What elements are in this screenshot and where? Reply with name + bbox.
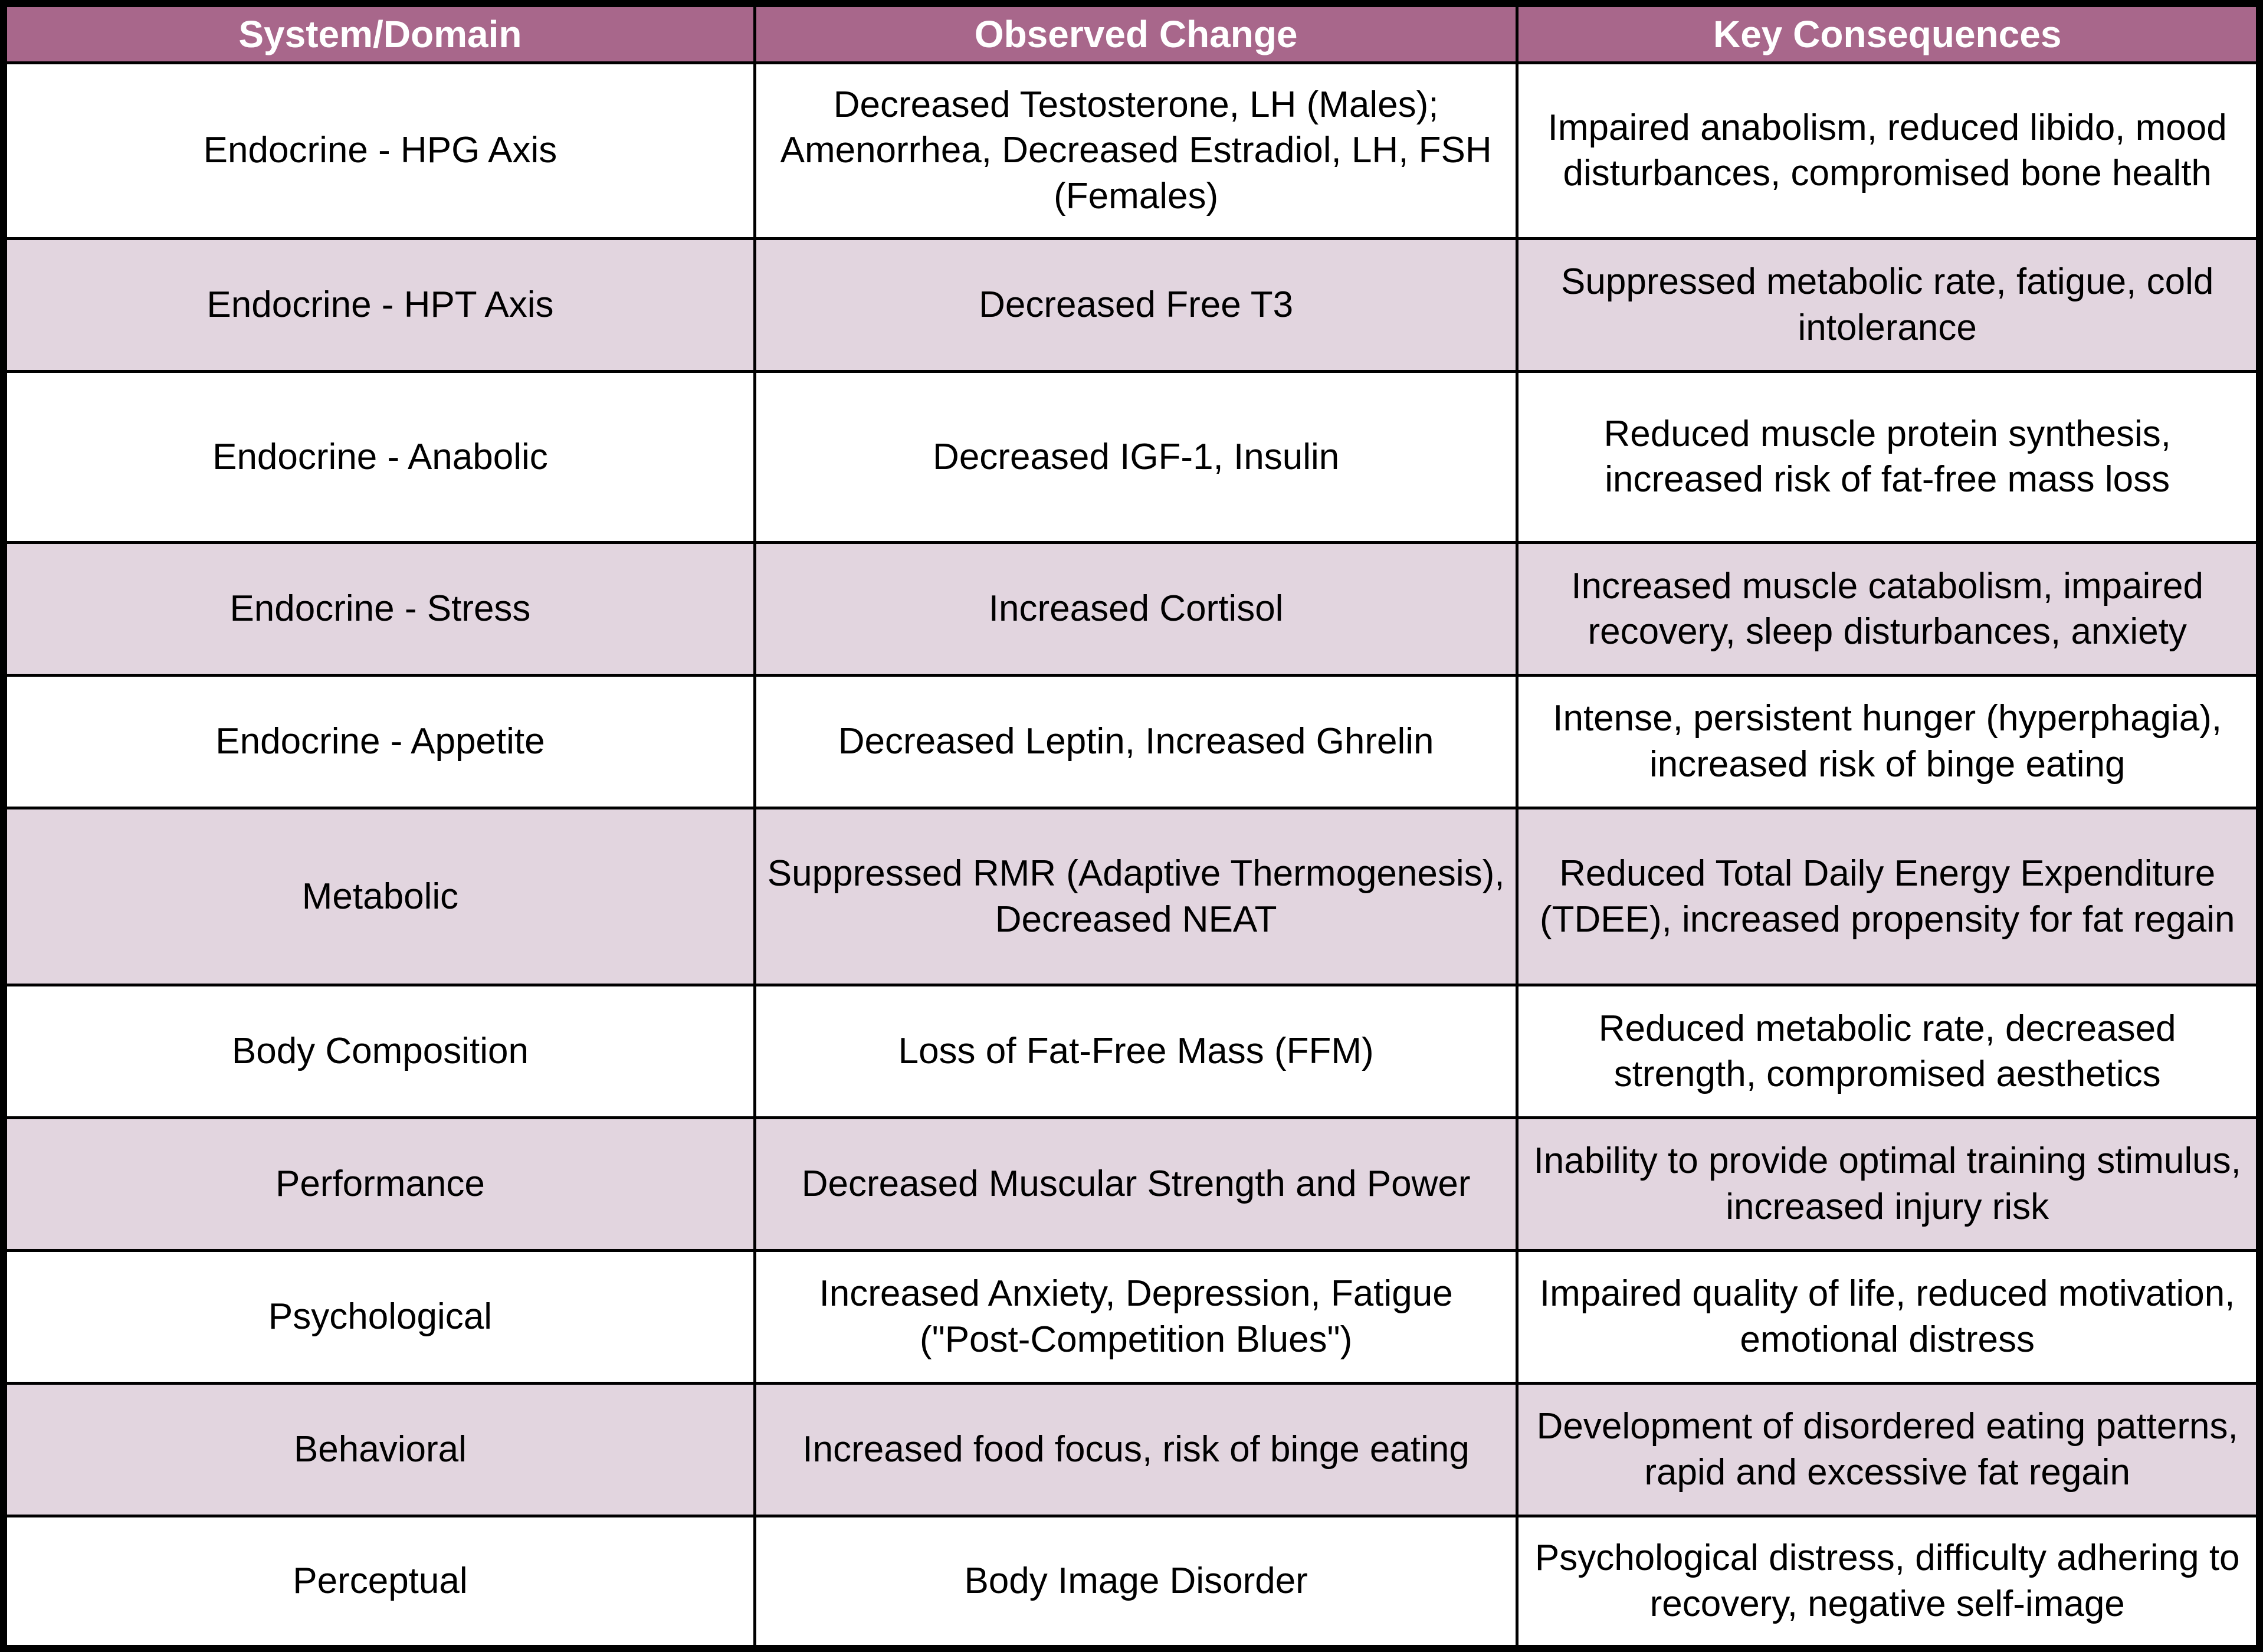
cell-observed-change: Decreased Free T3 — [755, 238, 1517, 371]
cell-system-domain: Psychological — [4, 1250, 755, 1383]
cell-system-domain: Endocrine - Anabolic — [4, 371, 755, 542]
table-row — [4, 371, 2259, 542]
table-row — [4, 808, 2259, 985]
cell-key-consequences: Reduced metabolic rate, decreased strength, compromised aesthetics — [1517, 985, 2259, 1118]
table-row — [4, 1250, 2259, 1383]
table-header — [4, 4, 2259, 63]
cell-system-domain: Endocrine - HPT Axis — [4, 238, 755, 371]
column-header-observed-change: Observed Change — [755, 4, 1517, 63]
cell-key-consequences: Impaired quality of life, reduced motivation, emotional distress — [1517, 1250, 2259, 1383]
cell-key-consequences: Inability to provide optimal training stimulus, increased injury risk — [1517, 1118, 2259, 1251]
cell-observed-change: Decreased IGF-1, Insulin — [755, 371, 1517, 542]
cell-observed-change: Decreased Muscular Strength and Power — [755, 1118, 1517, 1251]
cell-observed-change: Decreased Testosterone, LH (Males); Amenorrhea, Decreased Estradiol, LH, FSH (Females) — [755, 63, 1517, 238]
cell-observed-change: Increased Cortisol — [755, 543, 1517, 676]
cell-system-domain: Behavioral — [4, 1383, 755, 1516]
table-row — [4, 543, 2259, 676]
cell-key-consequences: Increased muscle catabolism, impaired recovery, sleep disturbances, anxiety — [1517, 543, 2259, 676]
cell-observed-change: Body Image Disorder — [755, 1516, 1517, 1648]
column-header-key-consequences: Key Consequences — [1517, 4, 2259, 63]
cell-key-consequences: Impaired anabolism, reduced libido, mood disturbances, compromised bone health — [1517, 63, 2259, 238]
column-header-system-domain: System/Domain — [4, 4, 755, 63]
cell-observed-change: Suppressed RMR (Adaptive Thermogenesis), Decreased NEAT — [755, 808, 1517, 985]
header-row — [4, 4, 2259, 63]
cell-system-domain: Performance — [4, 1118, 755, 1251]
table-row — [4, 238, 2259, 371]
table-row — [4, 1118, 2259, 1251]
table-row — [4, 985, 2259, 1118]
cell-observed-change: Increased food focus, risk of binge eating — [755, 1383, 1517, 1516]
cell-key-consequences: Development of disordered eating patterns, rapid and excessive fat regain — [1517, 1383, 2259, 1516]
cell-system-domain: Endocrine - Stress — [4, 543, 755, 676]
cell-system-domain: Perceptual — [4, 1516, 755, 1648]
cell-key-consequences: Reduced Total Daily Energy Expenditure (TDEE), increased propensity for fat regain — [1517, 808, 2259, 985]
table-row — [4, 1516, 2259, 1648]
cell-system-domain: Endocrine - HPG Axis — [4, 63, 755, 238]
cell-key-consequences: Psychological distress, difficulty adhering to recovery, negative self-image — [1517, 1516, 2259, 1648]
table-row — [4, 63, 2259, 238]
table-body — [4, 63, 2259, 1648]
table-row — [4, 675, 2259, 808]
table-row — [4, 1383, 2259, 1516]
cell-observed-change: Loss of Fat-Free Mass (FFM) — [755, 985, 1517, 1118]
cell-observed-change: Increased Anxiety, Depression, Fatigue ("Post-Competition Blues") — [755, 1250, 1517, 1383]
cell-system-domain: Endocrine - Appetite — [4, 675, 755, 808]
cell-key-consequences: Suppressed metabolic rate, fatigue, cold intolerance — [1517, 238, 2259, 371]
cell-observed-change: Decreased Leptin, Increased Ghrelin — [755, 675, 1517, 808]
cell-key-consequences: Reduced muscle protein synthesis, increased risk of fat-free mass loss — [1517, 371, 2259, 542]
cell-key-consequences: Intense, persistent hunger (hyperphagia), increased risk of binge eating — [1517, 675, 2259, 808]
cell-system-domain: Body Composition — [4, 985, 755, 1118]
cell-system-domain: Metabolic — [4, 808, 755, 985]
